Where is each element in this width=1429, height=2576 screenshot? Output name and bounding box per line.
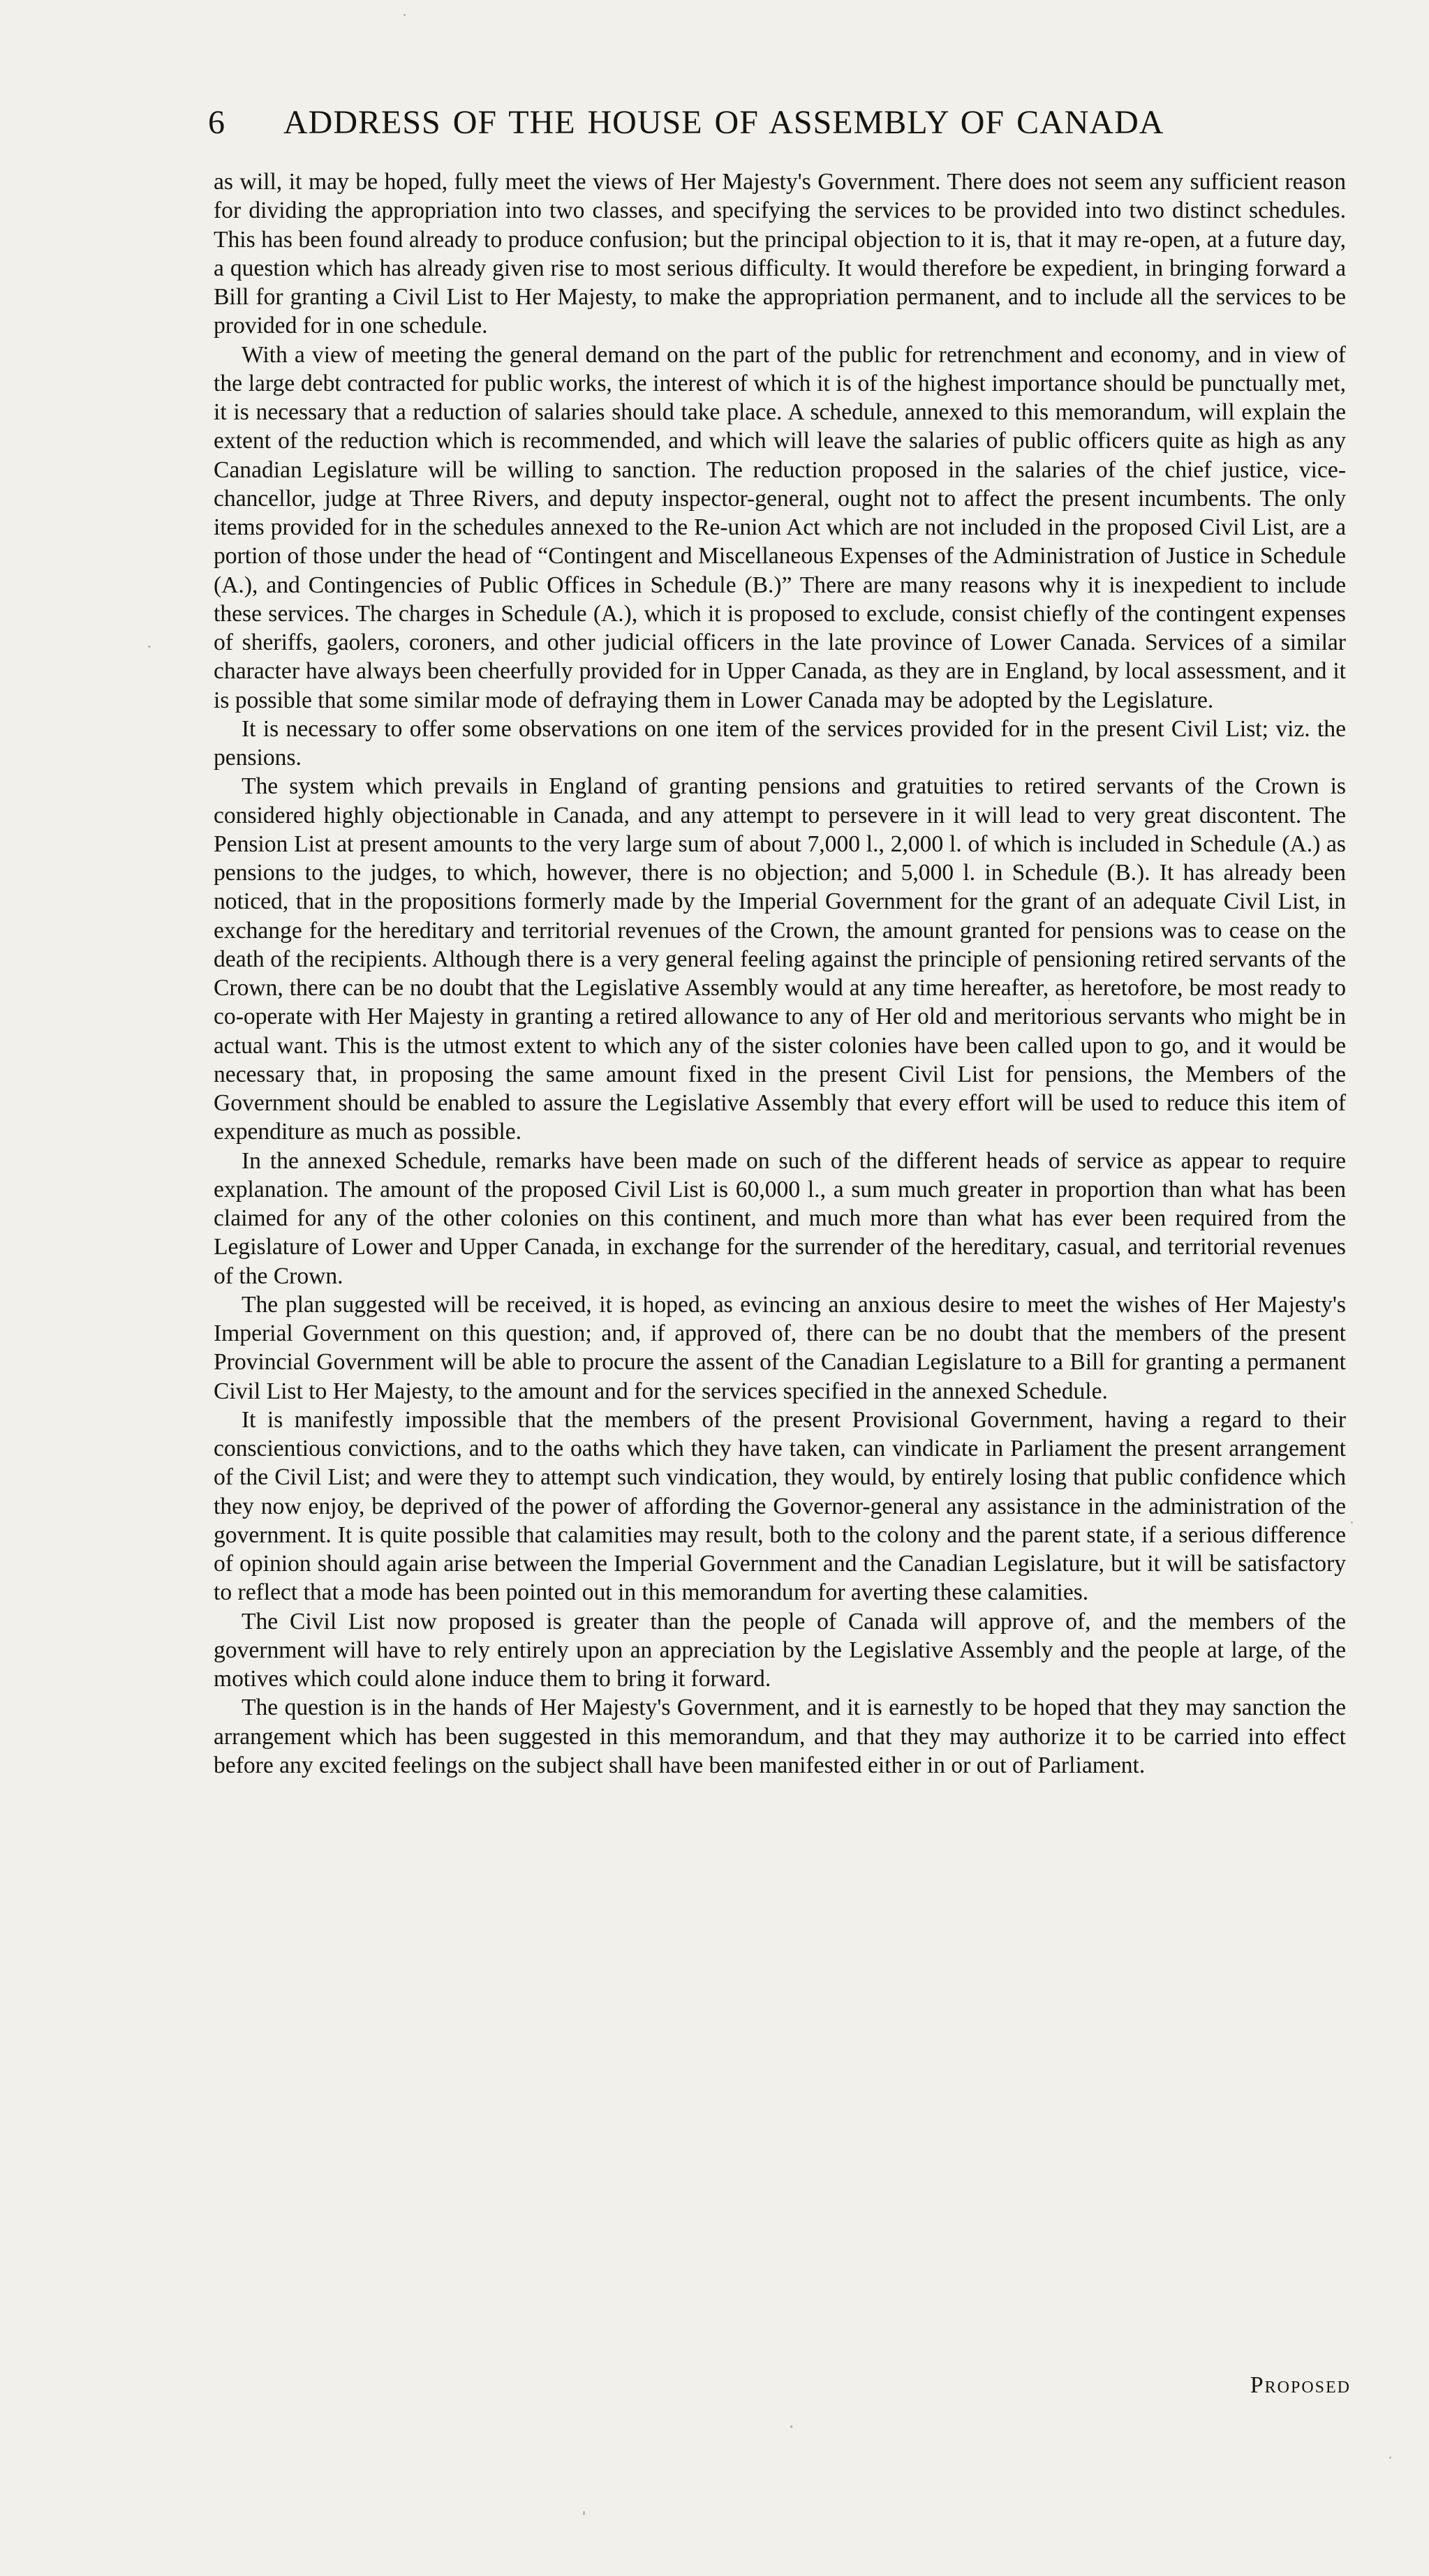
- paragraph-pensions-intro: It is necessary to offer some observations on one item of the services provided for in the present Civil List; viz. the pensions.: [214, 715, 1346, 770]
- paragraph-civil-list-proposed: The Civil List now proposed is greater than the people of Canada will approve of, and the members of the government will have to rely entirely upon an appreciation by the Legislative Assembly and the people at large, of the motives which could alone induce them to bring it forward.: [214, 1608, 1346, 1692]
- running-head: ADDRESS OF THE HOUSE OF ASSEMBLY OF CANADA: [283, 104, 1164, 141]
- paragraph-plan-suggested: The plan suggested will be received, it is hoped, as evincing an anxious desire to meet the wishes of Her Majesty's Imperial Government on this question; and, if approved of, there can be no doubt that the members of the present Provincial Government will be able to procure the assent of the Canadian Legislature to a Bill for granting a permanent Civil List to Her Majesty, to the amount and for the services specified in the annexed Schedule.: [214, 1291, 1346, 1404]
- page-header: [208, 103, 1276, 152]
- paragraph-retrenchment: With a view of meeting the general demand on the part of the public for retrenchment and economy, and in view of the large debt contracted for public works, the interest of which it is of the highest importance should be punctually met, it is necessary that a reduction of salaries should take place. A schedule, annexed to this memorandum, will explain the extent of the reduction which is recommended, and which will leave the salaries of public officers quite as high as any Canadian Legislature will be willing to sanction. The reduction proposed in the salaries of the chief justice, vice-chancellor, judge at Three Rivers, and deputy inspector-general, ought not to affect the present incumbents. The only items provided for in the schedules annexed to the Re-union Act which are not included in the proposed Civil List, are a portion of those under the head of “Contingent and Miscellaneous Expenses of the Administration of Justice in Schedule (A.), and Contingencies of Public Offices in Schedule (B.)” There are many reasons why it is inexpedient to include these services. The charges in Schedule (A.), which it is proposed to exclude, consist chiefly of the contingent expenses of sheriffs, gaolers, coroners, and other judicial officers in the late province of Lower Canada. Services of a similar character have always been cheerfully provided for in Upper Canada, as they are in England, by local assessment, and it is possible that some similar mode of defraying them in Lower Canada may be adopted by the Legislature.: [214, 341, 1346, 713]
- body-text: [214, 167, 1346, 1780]
- paper-speck: [790, 2425, 792, 2428]
- paper-speck: [1351, 1521, 1353, 1524]
- page-number: 6: [208, 104, 225, 141]
- paragraph-pension-system: The system which prevails in England of granting pensions and gratuities to retired servants of the Crown is considered highly objectionable in Canada, and any attempt to persevere in it will lead to very great discontent. The Pension List at present amounts to the very large sum of about 7,000 l., 2,000 l. of which is included in Schedule (A.) as pensions to the judges, to which, however, there is no objection; and 5,000 l. in Schedule (B.). It has already been noticed, that in the propositions formerly made by the Imperial Government for the grant of an adequate Civil List, in exchange for the hereditary and territorial revenues of the Crown, the amount granted for pensions was to cease on the death of the recipients. Although there is a very general feeling against the principle of pensioning retired servants of the Crown, there can be no doubt that the Legislative Assembly would at any time hereafter, as heretofore, be most ready to co-operate with Her Majesty in granting a retired allowance to any of Her old and meritorious servants who might be in actual want. This is the utmost extent to which any of the sister colonies have been called upon to go, and it would be necessary that, in proposing the same amount fixed in the present Civil List for pensions, the Members of the Government should be enabled to assure the Legislative Assembly that every effort will be used to reduce this item of expenditure as much as possible.: [214, 773, 1346, 1145]
- paragraph-annexed-schedule: In the annexed Schedule, remarks have been made on such of the different heads of service as appear to require explanation. The amount of the proposed Civil List is 60,000 l., a sum much greater in proportion than what has been claimed for any of the other colonies on this continent, and much more than what has ever been required from the Legislature of Lower and Upper Canada, in exchange for the surrender of the hereditary, casual, and territorial revenues of the Crown.: [214, 1147, 1346, 1289]
- paragraph-closing: The question is in the hands of Her Majesty's Government, and it is earnestly to be hoped that they may sanction the arrangement which has been suggested in this memorandum, and that they may authorize it to be carried into effect before any excited feelings on the subject shall have been manifested either in or out of Parliament.: [214, 1695, 1346, 1778]
- paragraph-continuation: as will, it may be hoped, fully meet the views of Her Majesty's Government. There does not seem any sufficient reason for dividing the appropriation into two classes, and specifying the services to be provided into two distinct schedules. This has been found already to produce confusion; but the principal objection to it is, that it may re-open, at a future day, a question which has already given rise to most serious difficulty. It would therefore be expedient, in bringing forward a Bill for granting a Civil List to Her Majesty, to make the appropriation permanent, and to include all the services to be provided for in one schedule.: [214, 169, 1346, 339]
- paper-speck: [148, 646, 151, 648]
- paper-speck: [403, 14, 406, 16]
- paper-speck: [1389, 2457, 1391, 2459]
- paper-speck: [583, 2511, 585, 2515]
- paper-speck: [1068, 999, 1070, 1002]
- paragraph-impossibility: It is manifestly impossible that the members of the present Provisional Government, having a regard to their conscientious convictions, and to the oaths which they have taken, can vindicate in Parliament the present arrangement of the Civil List; and were they to attempt such vindication, they would, by entirely losing that public confidence which they now enjoy, be deprived of the power of affording the Governor-general any assistance in the administration of the government. It is quite possible that calamities may result, both to the colony and the parent state, if a serious difference of opinion should again arise between the Imperial Government and the Canadian Legislature, but it will be satisfactory to reflect that a mode has been pointed out in this memorandum for averting these calamities.: [214, 1406, 1346, 1606]
- catchword: Proposed: [1250, 2372, 1351, 2398]
